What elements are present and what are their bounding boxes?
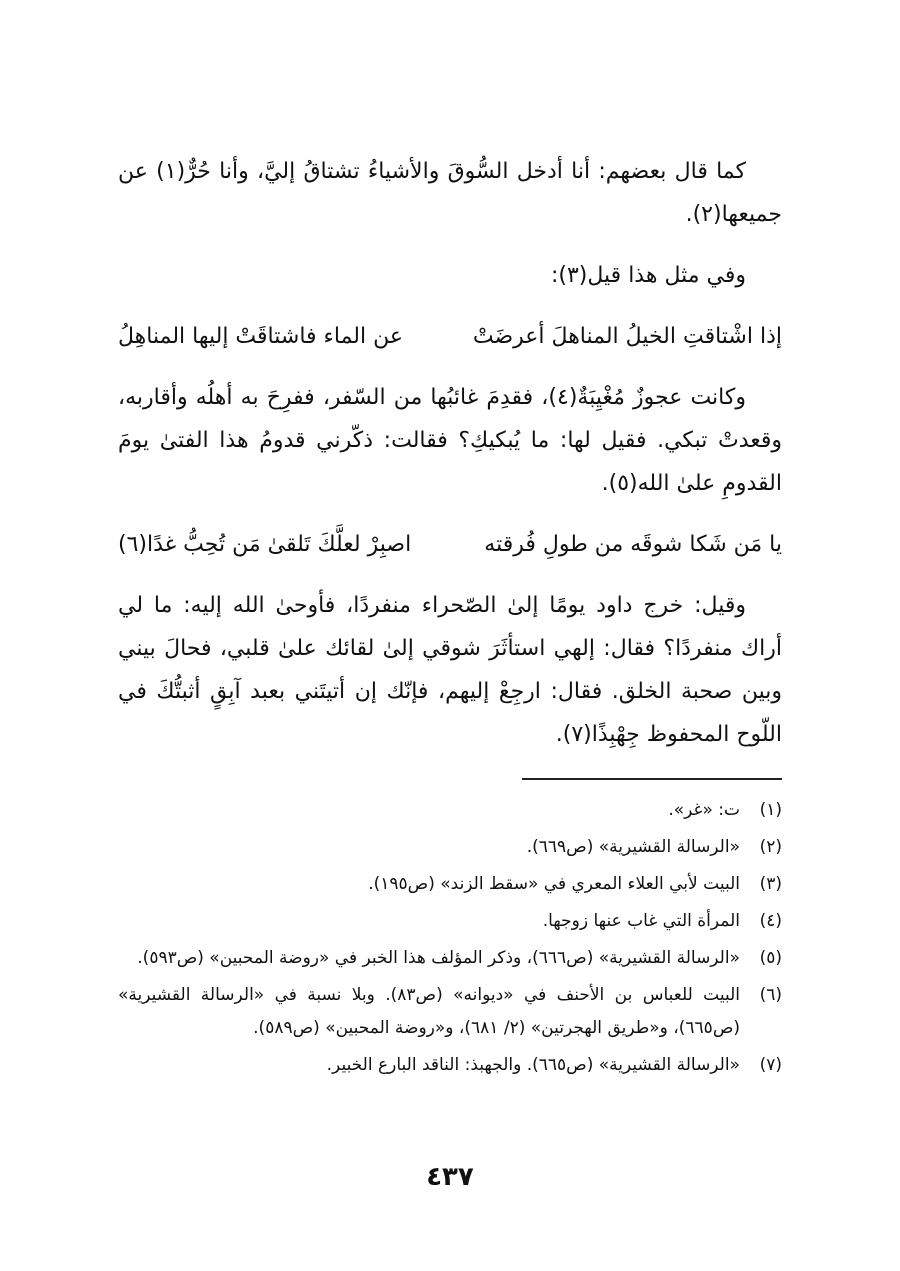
page-content <box>118 150 782 1086</box>
footnote-separator <box>522 778 782 780</box>
footnote-text: «الرسالة القشيرية» (ص٦٦٥). والجهبذ: الناقد البارع الخبير. <box>326 1054 740 1075</box>
footnote-number: (٧) <box>759 1054 782 1075</box>
footnote-number: (٢) <box>759 836 782 857</box>
verse-2-second-hemistich: اصبِرْ لعلَّكَ تَلقىٰ مَن تُحِبُّ غدًا(٦) <box>118 532 412 557</box>
footnote-item <box>118 794 782 827</box>
footnote-text: المرأة التي غاب عنها زوجها. <box>542 910 740 931</box>
footnote-text: ت: «غر». <box>668 799 740 820</box>
footnote-text: البيت لأبي العلاء المعري في «سقط الزند» (ص١٩٥). <box>368 873 740 894</box>
page-number: ٤٣٧ <box>426 1162 474 1192</box>
footnote-text: البيت للعباس بن الأحنف في «ديوانه» (ص٨٣). وبلا نسبة في «الرسالة القشيرية» (ص٦٦٥)، و«طريق الهجرتين» (٢/ ٦٨١)، و«روضة المحبين» (ص٥٨٩). <box>118 984 740 1038</box>
footnote-item <box>118 942 782 975</box>
footnote-item <box>118 1049 782 1082</box>
verse-2-first-hemistich: يا مَن شَكا شوقَه من طولِ فُرقته <box>484 532 782 557</box>
paragraph-3: وكانت عجوزٌ مُغْيِبَةٌ(٤)، فقدِمَ غائبُها من السّفر، ففرِحَ به أهلُه وأقاربه، وقعدتْ تبكي. فقيل لها: ما يُبكيكِ؟ فقالت: ذكّرني قدومُ هذا الفتىٰ يومَ القدومِ علىٰ الله(٥). <box>118 385 782 496</box>
footnote-number: (٥) <box>759 947 782 968</box>
paragraph-4: وقيل: خرج داود يومًا إلىٰ الصّحراء منفردًا، فأوحىٰ الله إليه: ما لي أراك منفردًا؟ فقال: إلهي استأثَرَ شوقي إلىٰ لقائك علىٰ قلبي، فحالَ بيني وبين صحبة الخلق. فقال: ارجِعْ إليهم، فإنّك إن أتيتَني بعبد آبِقٍ أثبتُّكَ في اللّوح المحفوظ جِهْبِذًا(٧). <box>118 593 782 747</box>
footnote-text: «الرسالة القشيرية» (ص٦٦٦)، وذكر المؤلف هذا الخبر في «روضة المحبين» (ص٥٩٣). <box>137 947 740 968</box>
paragraph-1: كما قال بعضهم: أنا أدخل السُّوقَ والأشياءُ تشتاقُ إليَّ، وأنا حُرٌّ(١) عن جميعها(٢). <box>118 159 782 227</box>
footnote-number: (٤) <box>759 910 782 931</box>
footnote-number: (٣) <box>759 873 782 894</box>
footnote-item <box>118 831 782 864</box>
footnotes-list <box>118 794 782 1082</box>
footnote-item <box>118 979 782 1045</box>
verse-line-2 <box>118 523 782 566</box>
verse-1-first-hemistich: إذا اشْتاقتِ الخيلُ المناهلَ أعرضَتْ <box>472 324 782 349</box>
verse-1-second-hemistich: عن الماء فاشتاقَتْ إليها المناهِلُ <box>118 324 403 349</box>
footnote-number: (٦) <box>759 984 782 1005</box>
footnote-item <box>118 905 782 938</box>
paragraph-2: وفي مثل هذا قيل(٣): <box>550 263 746 288</box>
footnote-number: (١) <box>759 799 782 820</box>
verse-line-1 <box>118 315 782 358</box>
footnote-item <box>118 868 782 901</box>
footnote-text: «الرسالة القشيرية» (ص٦٦٩). <box>526 836 740 857</box>
